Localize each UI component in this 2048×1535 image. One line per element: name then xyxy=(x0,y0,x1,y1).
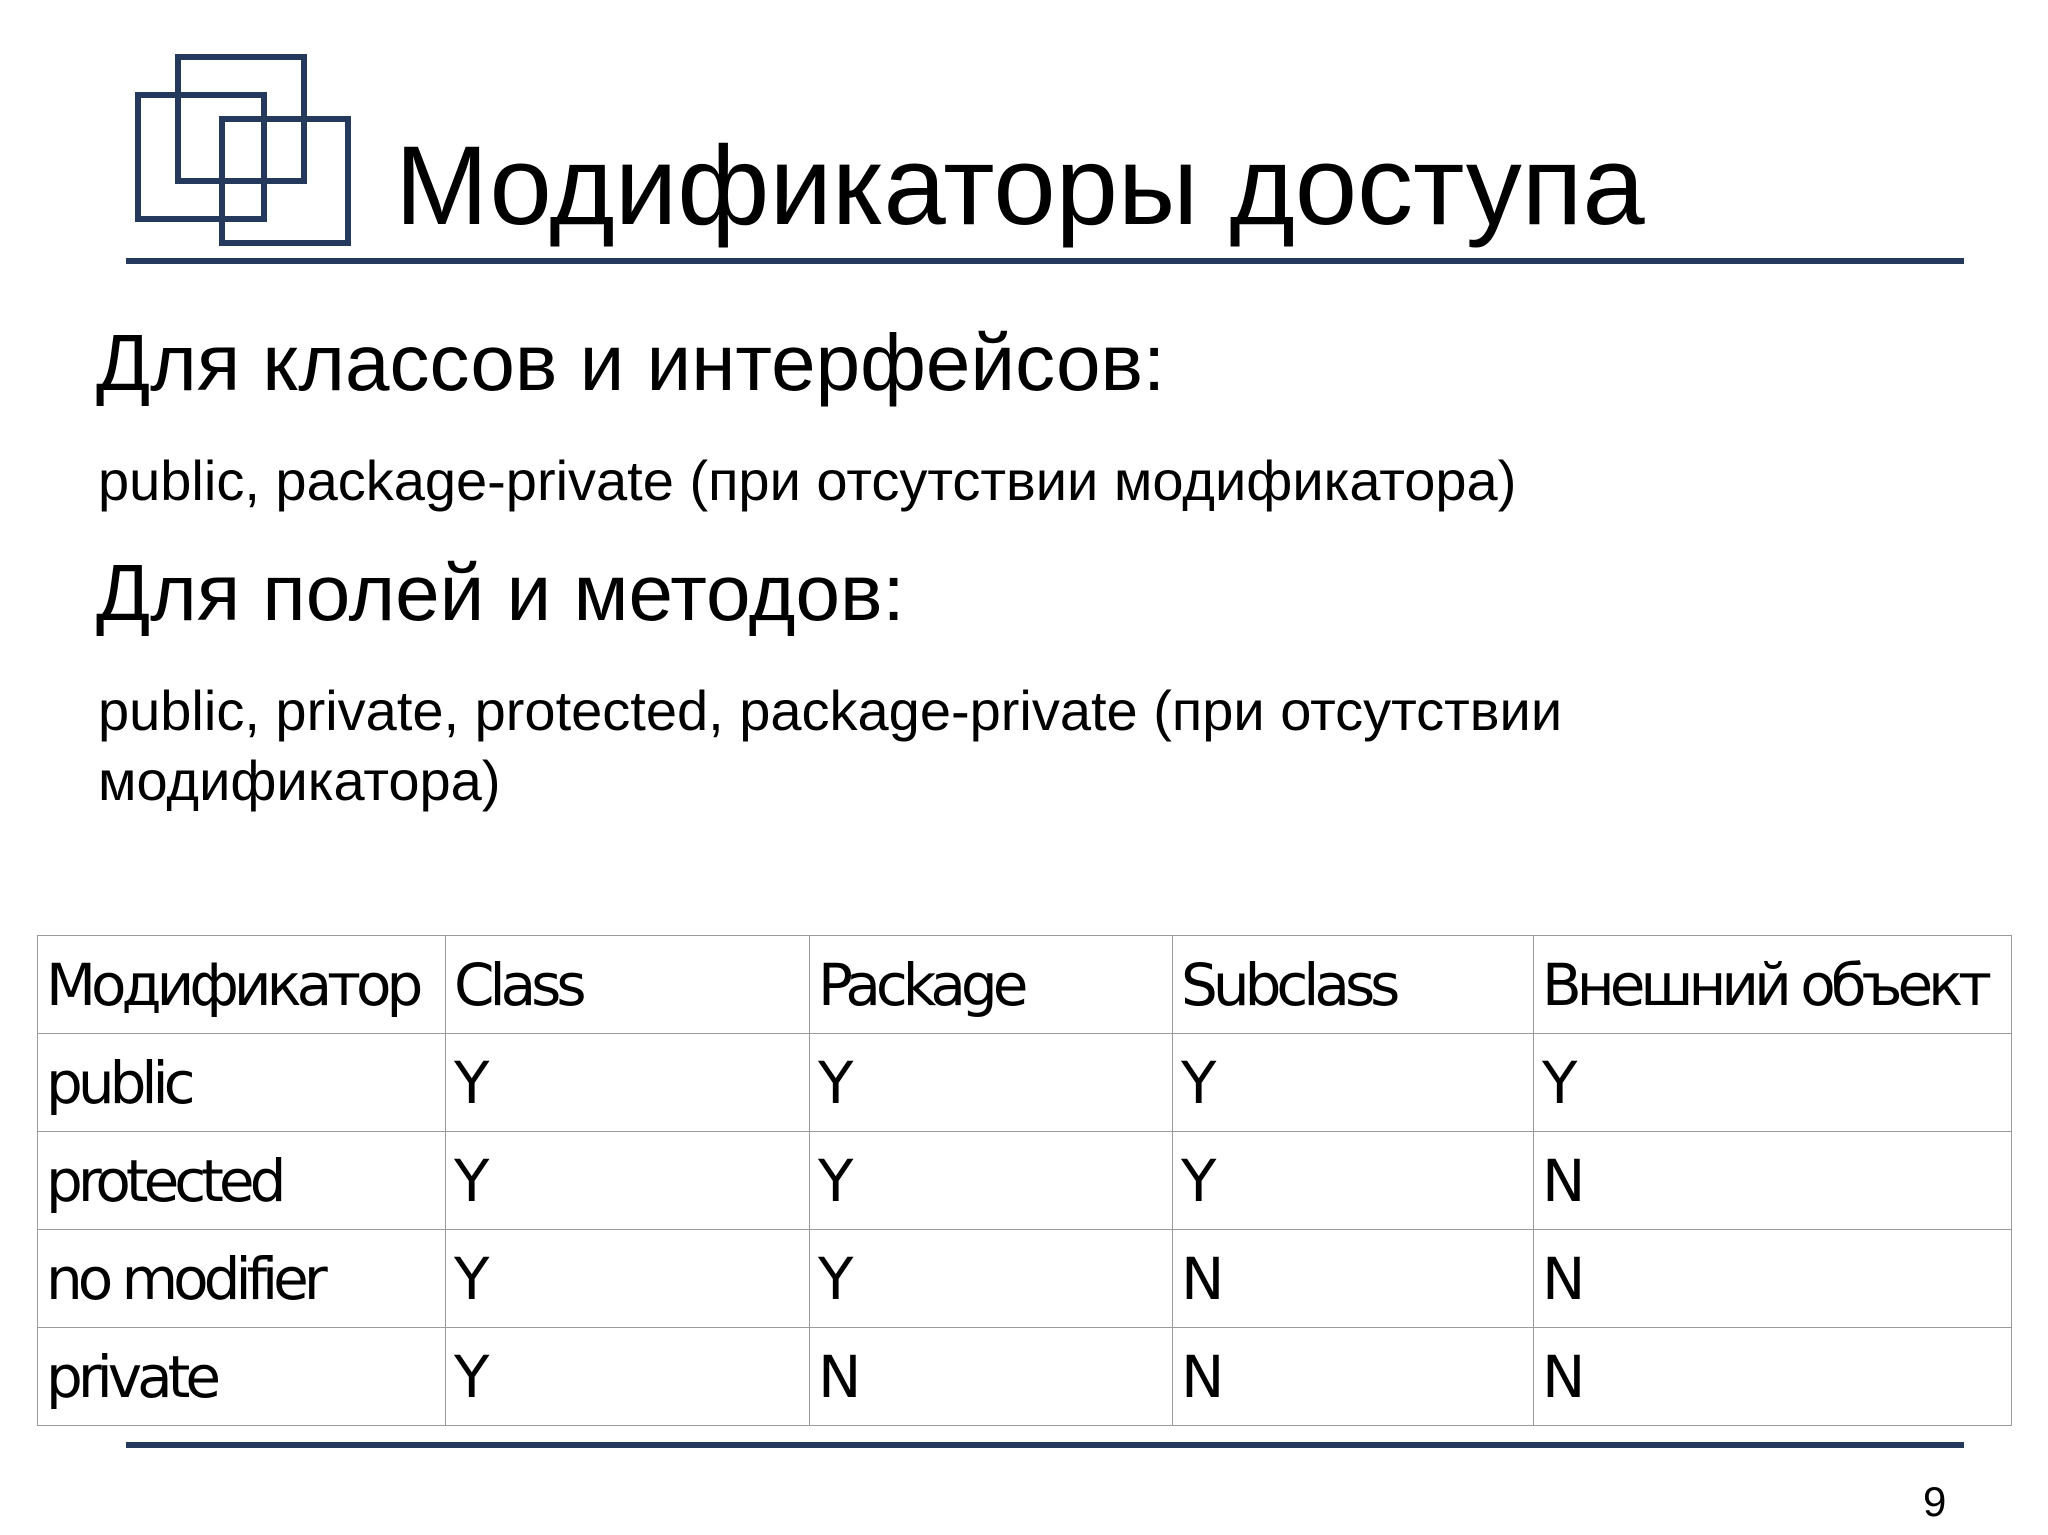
header-cell: Package xyxy=(810,936,1173,1034)
members-text: public, private, protected, package-private (при отсутствии модификатора) xyxy=(98,679,1563,812)
table-row xyxy=(38,1132,2012,1230)
table-cell: Y xyxy=(1173,1132,1534,1230)
overlapping-squares-icon xyxy=(134,53,354,253)
table-cell: Y xyxy=(810,1230,1173,1328)
members-heading: Для полей и методов: xyxy=(96,548,905,637)
header-cell: Class xyxy=(446,936,810,1034)
header-cell: Внешний объект xyxy=(1534,936,2012,1034)
table-cell: Y xyxy=(810,1132,1173,1230)
table-cell: N xyxy=(1534,1230,2012,1328)
table-cell: protected xyxy=(38,1132,446,1230)
header-cell: Модификатор xyxy=(38,936,446,1034)
table-cell: N xyxy=(810,1328,1173,1426)
table-cell: Y xyxy=(446,1034,810,1132)
table-cell: Y xyxy=(1534,1034,2012,1132)
title-divider xyxy=(126,258,1964,264)
table-cell: public xyxy=(38,1034,446,1132)
table-cell: N xyxy=(1534,1132,2012,1230)
footer-divider xyxy=(126,1442,1964,1448)
table-row xyxy=(38,1328,2012,1426)
table-cell: private xyxy=(38,1328,446,1426)
table-cell: N xyxy=(1173,1230,1534,1328)
slide-title: Модификаторы доступа xyxy=(395,123,1645,248)
header-cell: Subclass xyxy=(1173,936,1534,1034)
classes-heading: Для классов и интерфейсов: xyxy=(96,318,1166,407)
table-row xyxy=(38,1230,2012,1328)
classes-text: public, package-private (при отсутствии модификатора) xyxy=(98,449,1517,512)
table-header-row xyxy=(38,936,2012,1034)
table-cell: N xyxy=(1534,1328,2012,1426)
table-cell: Y xyxy=(1173,1034,1534,1132)
page-number: 9 xyxy=(1923,1478,1947,1525)
table-cell: Y xyxy=(810,1034,1173,1132)
table-cell: Y xyxy=(446,1230,810,1328)
table-row xyxy=(38,1034,2012,1132)
access-modifiers-table xyxy=(37,935,2012,1426)
table-cell: Y xyxy=(446,1328,810,1426)
table-cell: Y xyxy=(446,1132,810,1230)
table-cell: N xyxy=(1173,1328,1534,1426)
table-cell: no modifier xyxy=(38,1230,446,1328)
